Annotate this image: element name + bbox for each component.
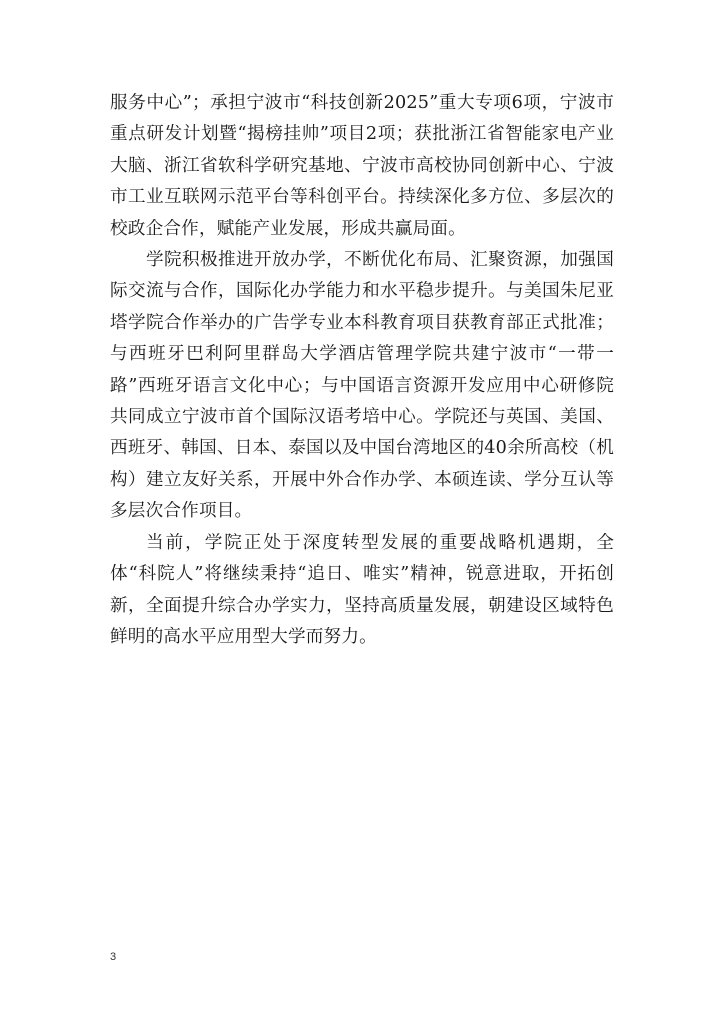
paragraph-outlook: 当前，学院正处于深度转型发展的重要战略机遇期，全体“科院人”将继续秉持“追日、唯实”精神，锐意进取，开拓创新，全面提升综合办学实力，坚持高质量发展，朝建设区域特色鲜明的高水平应用型大学而努力。	[110, 532, 614, 647]
page-number: 3	[110, 951, 117, 963]
paragraph-international-cooperation: 学院积极推进开放办学，不断优化布局、汇聚资源，加强国际交流与合作，国际化办学能力和水平稳步提升。与美国朱尼亚塔学院合作举办的广告学专业本科教育项目获教育部正式批准；与西班牙巴利阿里群岛大学酒店管理学院共建宁波市“一带一路”西班牙语言文化中心；与中国语言资源开发应用中心研修院共同成立宁波市首个国际汉语考培中心。学院还与英国、美国、西班牙、韩国、日本、泰国以及中国台湾地区的40余所高校（机构）建立友好关系，开展中外合作办学、本硕连读、学分互认等多层次合作项目。	[110, 250, 614, 522]
body-text	[110, 88, 614, 653]
paragraph-continued: 服务中心”；承担宁波市“科技创新2025”重大专项6项，宁波市重点研发计划暨“揭榜挂帅”项目2项；获批浙江省智能家电产业大脑、浙江省软科学研究基地、宁波市高校协同创新中心、宁波市工业互联网示范平台等科创平台。持续深化多方位、多层次的校政企合作，赋能产业发展，形成共赢局面。	[110, 93, 614, 239]
